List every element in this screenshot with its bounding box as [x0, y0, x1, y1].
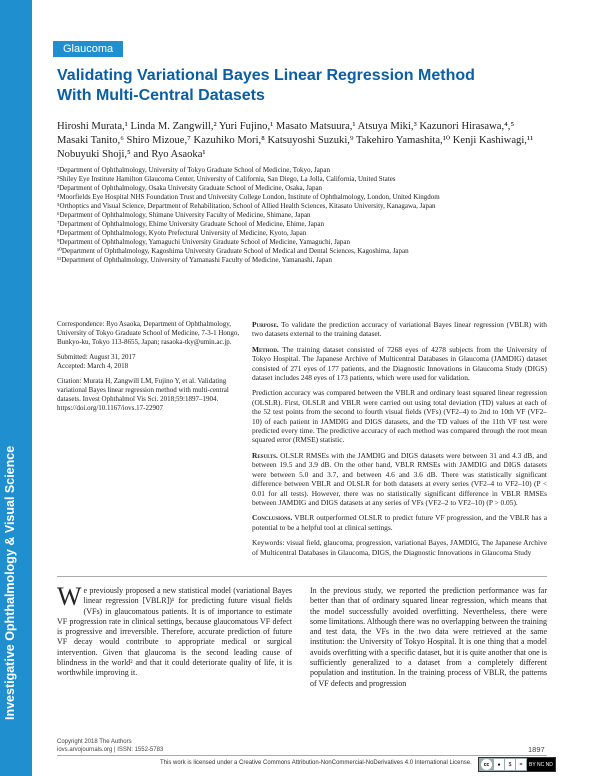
conclusions-label: Conclusions.	[252, 513, 293, 523]
nd-icon: =	[516, 759, 526, 770]
article-meta	[57, 320, 242, 419]
results-label: Results.	[252, 450, 278, 460]
dates	[57, 353, 242, 371]
affiliation-item: ¹⁰Department of Ophthalmology, Kagoshima University Graduate School of Medical and Dental Sciences, Kagoshima, Japan	[57, 247, 409, 255]
license-text: This work is licensed under a Creative Commons Attribution-NonCommercial-NoDerivatives 4.0 International License.	[160, 760, 472, 766]
conclusions-text: VBLR outperformed OLSLR to predict future VF progression, and the VBLR has a potential to be a helpful tool at clinical settings.	[252, 513, 548, 532]
affiliation-item: ⁷Department of Ophthalmology, Ehime University Graduate School of Medicine, Ehime, Japan	[57, 220, 324, 228]
cc-badge-label: BY NC ND	[527, 758, 555, 771]
keywords: Keywords: visual field, glaucoma, progression, variational Bayes, JAMDIG, The Japanese Archive of Multicentral Databases in Glaucoma, DIGS, the Diagnostic Innovations in Glaucoma Study	[252, 538, 547, 557]
section-tag: Glaucoma	[53, 41, 123, 57]
purpose-text: To validate the prediction accuracy of variational Bayes linear regression (VBLR) with two datasets external to the training dataset.	[252, 320, 547, 339]
method-text: The training dataset consisted of 7268 eyes of 4278 subjects from the University of Tokyo Hospital. The Japanese Archive of Multicentral Databases in Glaucoma (JAMDIG) dataset consisted of 271 eyes of 177 patients, and the Diagnostic Innovations in Glaucoma Study (DIGS) dataset includes 248 eyes of 173 patients, which were used for validation.	[252, 344, 548, 383]
method-label: Method.	[252, 344, 279, 354]
author-list: Hiroshi Murata,¹ Linda M. Zangwill,² Yuri Fujino,¹ Masato Matsuura,¹ Atsuya Miki,³ Kazunori Hirasawa,⁴,⁵ Masaki Tanito,⁶ Shiro Mizoue,⁷ Kazuhiko Mori,⁸ Katsuyoshi Suzuki,⁹ Takehiro Yamashita,¹⁰ Kenji Kashiwagi,¹¹ Nobuyuki Shoji,⁵ and Ryo Asaoka¹	[57, 121, 534, 160]
affiliation-item: ⁸Department of Ophthalmology, Kyoto Prefectural University of Medicine, Kyoto, Japan	[57, 229, 307, 237]
body-column-right	[310, 586, 547, 689]
issn-line: iovs.arvojournals.org | ISSN: 1552-5783	[57, 747, 164, 753]
intro-paragraph	[57, 582, 292, 679]
abstract-method	[252, 345, 547, 383]
creative-commons-icon: cc	[481, 759, 492, 770]
purpose-label: Purpose.	[252, 320, 279, 329]
journal-name: Investigative Ophthalmology & Visual Science	[3, 445, 17, 720]
affiliation-item: ⁵Orthoptics and Visual Science, Department of Rehabilitation, School of Allied Health Sciences, Kitasato University, Kanagawa, Japan	[57, 202, 436, 210]
copyright: Copyright 2018 The Authors	[57, 739, 132, 745]
page-number: 1897	[528, 745, 545, 754]
journal-sidebar	[0, 0, 32, 776]
abstract-purpose	[252, 320, 547, 339]
footer-info	[57, 738, 163, 754]
by-icon: ●	[494, 759, 504, 770]
affiliation-item: ³Department of Ophthalmology, Osaka University Graduate School of Medicine, Osaka, Japan	[57, 184, 323, 192]
citation: Citation: Murata H, Zangwill LM, Fujino Y, et al. Validating variational Bayes linear regression method with multi-central datasets. Invest Ophthalmol Vis Sci. 2018;59:1897–1904. https://doi.org/10.1167/iovs.17-22907	[57, 377, 229, 412]
correspondence: Correspondence: Ryo Asaoka, Department of Ophthalmology, University of Tokyo Graduate School of Medicine, 7-3-1 Hongo, Bunkyo-ku, Tokyo 113-8655, Japan; rasaoka-tky@umin.ac.jp.	[57, 320, 240, 346]
body-column-left	[57, 582, 292, 679]
affiliation-item: ¹Department of Ophthalmology, University of Tokyo Graduate School of Medicine, Tokyo, Japan	[57, 166, 330, 174]
nc-icon: $	[505, 759, 515, 770]
results-text: OLSLR RMSEs with the JAMDIG and DIGS datasets were between 31 and 4.3 dB, and between 19.5 and 3.9 dB. On the other hand, VBLR RMSEs with JAMDIG and DIGS datasets were between 5.0 and 3.7, and between 4.6 and 3.6 dB. There was statistically significant difference between VBLR and OLSLR for both datasets at every series (VF2–4 to VF2–10) (P < 0.01 for all tests). However, there was no statistically significant difference in VBLR RMSEs between JAMDIG and DIGS datasets at any series of VFs (VF2–2 to VF2–10) (P > 0.05).	[252, 450, 547, 507]
affiliation-item: ⁴Moorfields Eye Hospital NHS Foundation Trust and University College London, Institute of Ophthalmology, London, United Kingdom	[57, 193, 440, 201]
abstract	[252, 320, 547, 563]
affiliation-item: ⁶Department of Ophthalmology, Shimane University Faculty of Medicine, Shimane, Japan	[57, 211, 311, 219]
abstract-conclusions	[252, 513, 547, 532]
abstract-results	[252, 451, 547, 507]
submitted-date: Submitted: August 31, 2017	[57, 353, 136, 361]
article-title: Validating Variational Bayes Linear Regression Method With Multi-Central Datasets	[57, 67, 475, 104]
affiliation-item: ⁹Department of Ophthalmology, Yamaguchi University Graduate School of Medicine, Yamaguchi, Japan	[57, 238, 351, 246]
abstract-method-continued: Prediction accuracy was compared between the VBLR and ordinary least squared linear regression (OLSLR). First, OLSLR and VBLR were carried out using total deviation (TD) values at each of the 52 test points from the second to fourth visual fields (VFs) (VF2–4) to 2nd to 10th VF (VF2–10) of each patient in JAMDIG and DIGS datasets, and the TD values of the 11th VF test were predicted every time. The predictive accuracy of each method was compared through the root mean squared error (RMSE) statistic.	[252, 388, 547, 445]
drop-cap: W	[57, 582, 82, 611]
intro-text: e previously proposed a new statistical model (variational Bayes linear regression [VBLR])¹ for predicting future visual fields (VFs) in glaucomatous patients. It is of importance to estimate VF progression rate in clinical settings, because glaucomatous VF defect is progressive and irreversible. Therefore, accurate prediction of future VF decay would contribute to appropriate medical or surgical intervention. Given that glaucoma is the second leading cause of blindness in the world² and that it could deteriorate quality of life, it is worthwhile improving it.	[57, 586, 292, 678]
affiliation-list	[57, 166, 557, 265]
cc-license-badge[interactable]	[478, 757, 556, 772]
affiliation-item: ¹¹Department of Ophthalmology, University of Yamanashi Faculty of Medicine, Yamanashi, Japan	[57, 256, 332, 264]
footer-divider	[57, 755, 547, 756]
affiliation-item: ²Shiley Eye Institute Hamilton Glaucoma Center, University of California, San Diego, La Jolla, California, United States	[57, 175, 396, 183]
body-paragraph: In the previous study, we reported the prediction performance was far better than that of ordinary squared linear regression, which means that the model successfully avoided overfitting. Nevertheless, there were some limitations. Although there was no overlapping between the training and test data, the VFs in the two data were retrieved at the same institution: the University of Tokyo Hospital. It is one thing that a model avoids overfitting with a specific dataset, but it is quite another that one is sufficiently generalized to a dataset from a completely different population and institution. In the training process of VBLR, the patterns of VF defects and progression	[310, 586, 547, 688]
accepted-date: Accepted: March 4, 2018	[57, 362, 129, 370]
section-divider	[57, 576, 547, 577]
